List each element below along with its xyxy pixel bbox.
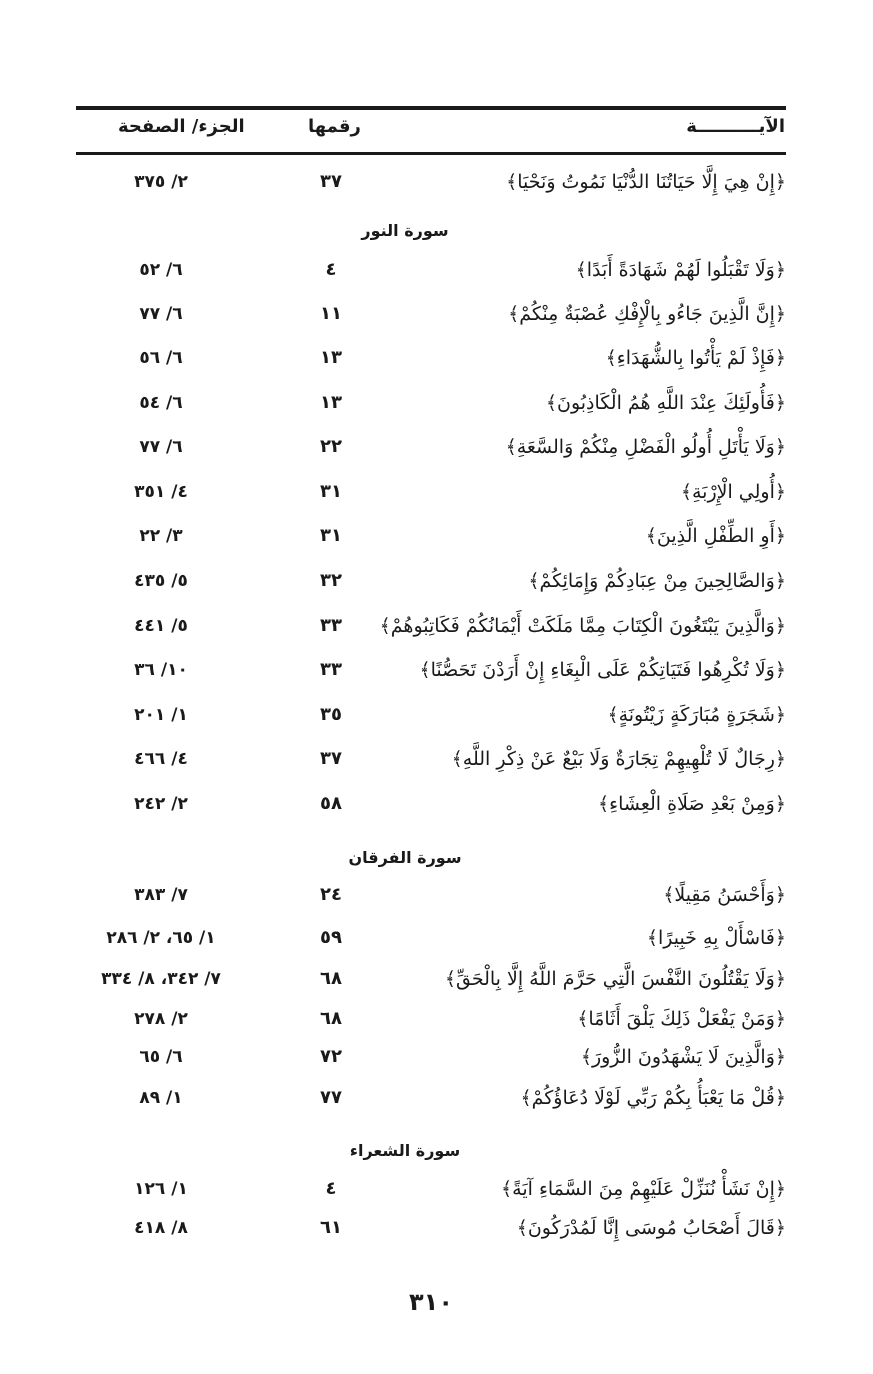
verse-text: ﴿قَالَ أَصْحَابُ مُوسَى إِنَّا لَمُدْرَكُونَ﴾ xyxy=(516,1217,786,1239)
table-row xyxy=(76,566,786,596)
verse-text: ﴿إِنْ نَشَأْ نُنَزِّلْ عَلَيْهِمْ مِنَ السَّمَاءِ آيَةً﴾ xyxy=(501,1178,786,1200)
verse-number: ٦٨ xyxy=(320,968,342,989)
verse-number: ٤ xyxy=(325,1178,337,1199)
table-row xyxy=(76,700,786,730)
verse-number: ٤ xyxy=(325,259,337,280)
verse-text: ﴿وَمِنْ بَعْدِ صَلَاةِ الْعِشَاءِ﴾ xyxy=(598,793,786,815)
verse-number: ١١ xyxy=(320,303,342,324)
table-row xyxy=(76,299,786,329)
table-row xyxy=(76,521,786,551)
verse-text: ﴿شَجَرَةٍ مُبَارَكَةٍ زَيْتُونَةٍ﴾ xyxy=(607,704,786,726)
part-page-ref: ٣/ ٢٢ xyxy=(139,526,183,546)
verse-text: ﴿إِنْ هِيَ إِلَّا حَيَاتُنَا الدُّنْيَا نَمُوتُ وَنَحْيَا﴾ xyxy=(506,171,786,193)
verse-number: ٣٣ xyxy=(320,615,342,636)
table-row xyxy=(76,477,786,507)
top-rule xyxy=(76,106,786,110)
verse-number: ٣١ xyxy=(320,525,342,546)
part-page-ref: ١/ ١٢٦ xyxy=(134,1179,188,1199)
header-verse: الآيــــــــــة xyxy=(686,116,785,137)
verse-text: ﴿وَأَحْسَنُ مَقِيلًا﴾ xyxy=(663,884,786,906)
part-page-ref: ٦/ ٧٧ xyxy=(139,437,183,457)
part-page-ref: ٤/ ٣٥١ xyxy=(134,482,188,502)
verse-text: ﴿وَلَا يَقْتُلُونَ النَّفْسَ الَّتِي حَرَّمَ اللَّهُ إِلَّا بِالْحَقِّ﴾ xyxy=(444,968,786,990)
part-page-ref: ٤/ ٤٦٦ xyxy=(134,749,188,769)
table-row xyxy=(76,1083,786,1113)
part-page-ref: ١/ ٦٥، ٢/ ٢٨٦ xyxy=(106,928,216,948)
verse-text: ﴿وَالَّذِينَ لَا يَشْهَدُونَ الزُّورَ﴾ xyxy=(580,1046,786,1068)
verse-number: ٦٨ xyxy=(320,1008,342,1029)
table-row xyxy=(76,744,786,774)
part-page-ref: ٧/ ٣٨٣ xyxy=(134,885,188,905)
part-page-ref: ٢/ ٢٤٢ xyxy=(134,794,188,814)
surah-heading-nur: سورة النور xyxy=(361,221,449,240)
verse-number: ٢٤ xyxy=(320,884,342,905)
part-page-ref: ٦/ ٥٢ xyxy=(139,260,183,280)
verse-number: ١٣ xyxy=(320,392,342,413)
verse-text: ﴿أُولِي الْإِرْبَةِ﴾ xyxy=(680,481,786,503)
verse-number: ٣٢ xyxy=(320,570,342,591)
table-row xyxy=(76,655,786,685)
part-page-ref: ٥/ ٤٣٥ xyxy=(134,571,188,591)
header-part-page: الجزء/ الصفحة xyxy=(118,116,245,137)
verse-text: ﴿فَاسْأَلْ بِهِ خَبِيرًا﴾ xyxy=(646,927,786,949)
verse-number: ٣١ xyxy=(320,481,342,502)
verse-number: ٧٧ xyxy=(320,1087,342,1108)
part-page-ref: ٦/ ٥٤ xyxy=(139,393,183,413)
verse-number: ٥٨ xyxy=(320,793,342,814)
verse-number: ٢٢ xyxy=(320,436,342,457)
table-row xyxy=(76,923,786,953)
part-page-ref: ٥/ ٤٤١ xyxy=(134,616,188,636)
verse-text: ﴿رِجَالٌ لَا تُلْهِيهِمْ تِجَارَةٌ وَلَا بَيْعٌ عَنْ ذِكْرِ اللَّهِ﴾ xyxy=(451,748,786,770)
verse-text: ﴿وَلَا يَأْتَلِ أُولُو الْفَضْلِ مِنْكُمْ وَالسَّعَةِ﴾ xyxy=(505,436,786,458)
table-row xyxy=(76,789,786,819)
verse-number: ٣٥ xyxy=(320,704,342,725)
table-row xyxy=(76,167,786,197)
verse-number: ٧٢ xyxy=(320,1046,342,1067)
verse-number: ٣٧ xyxy=(320,748,342,769)
table-row xyxy=(76,432,786,462)
part-page-ref: ١/ ٢٠١ xyxy=(134,705,188,725)
verse-text: ﴿وَالصَّالِحِينَ مِنْ عِبَادِكُمْ وَإِمَائِكُمْ﴾ xyxy=(528,570,786,592)
table-row xyxy=(76,1004,786,1034)
part-page-ref: ٢/ ٢٧٨ xyxy=(134,1009,188,1029)
part-page-ref: ٧/ ٣٤٢، ٨/ ٣٣٤ xyxy=(101,969,221,989)
table-row xyxy=(76,611,786,641)
table-row xyxy=(76,964,786,994)
verse-number: ٣٣ xyxy=(320,659,342,680)
verse-number: ٥٩ xyxy=(320,927,342,948)
part-page-ref: ١/ ٨٩ xyxy=(139,1088,183,1108)
table-row xyxy=(76,1042,786,1072)
verse-number: ١٣ xyxy=(320,347,342,368)
header-number: رقمها xyxy=(308,116,361,137)
table-row xyxy=(76,880,786,910)
part-page-ref: ٢/ ٣٧٥ xyxy=(134,172,188,192)
table-row xyxy=(76,1213,786,1243)
verse-text: ﴿وَمَنْ يَفْعَلْ ذَلِكَ يَلْقَ أَثَامًا﴾ xyxy=(577,1008,786,1030)
verse-number: ٣٧ xyxy=(320,171,342,192)
verse-text: ﴿فَإِذْ لَمْ يَأْتُوا بِالشُّهَدَاءِ﴾ xyxy=(605,347,786,369)
verse-text: ﴿قُلْ مَا يَعْبَأُ بِكُمْ رَبِّي لَوْلَا دُعَاؤُكُمْ﴾ xyxy=(520,1087,786,1109)
verse-text: ﴿فَأُولَئِكَ عِنْدَ اللَّهِ هُمُ الْكَاذِبُونَ﴾ xyxy=(545,392,786,414)
header-rule xyxy=(76,152,786,155)
part-page-ref: ٦/ ٧٧ xyxy=(139,304,183,324)
verse-text: ﴿أَوِ الطِّفْلِ الَّذِينَ﴾ xyxy=(645,525,786,547)
part-page-ref: ٦/ ٦٥ xyxy=(139,1047,183,1067)
part-page-ref: ٨/ ٤١٨ xyxy=(134,1218,188,1238)
table-row xyxy=(76,343,786,373)
part-page-ref: ٦/ ٥٦ xyxy=(139,348,183,368)
surah-heading-shuara: سورة الشعراء xyxy=(349,1141,461,1160)
part-page-ref: ١٠/ ٣٦ xyxy=(134,660,188,680)
surah-heading-furqan: سورة الفرقان xyxy=(348,848,462,867)
table-row xyxy=(76,388,786,418)
table-row xyxy=(76,1174,786,1204)
verse-text: ﴿وَالَّذِينَ يَبْتَغُونَ الْكِتَابَ مِمَّا مَلَكَتْ أَيْمَانُكُمْ فَكَاتِبُوهُمْ﴾ xyxy=(379,615,786,637)
verse-text: ﴿إِنَّ الَّذِينَ جَاءُو بِالْإِفْكِ عُصْبَةٌ مِنْكُمْ﴾ xyxy=(508,303,786,325)
page-number: ٣١٠ xyxy=(409,1288,453,1316)
table-row xyxy=(76,255,786,285)
verse-text: ﴿وَلَا تَقْبَلُوا لَهُمْ شَهَادَةً أَبَدًا﴾ xyxy=(575,259,786,281)
verse-number: ٦١ xyxy=(320,1217,342,1238)
verse-text: ﴿وَلَا تُكْرِهُوا فَتَيَاتِكُمْ عَلَى الْبِغَاءِ إِنْ أَرَدْنَ تَحَصُّنًا﴾ xyxy=(419,659,786,681)
